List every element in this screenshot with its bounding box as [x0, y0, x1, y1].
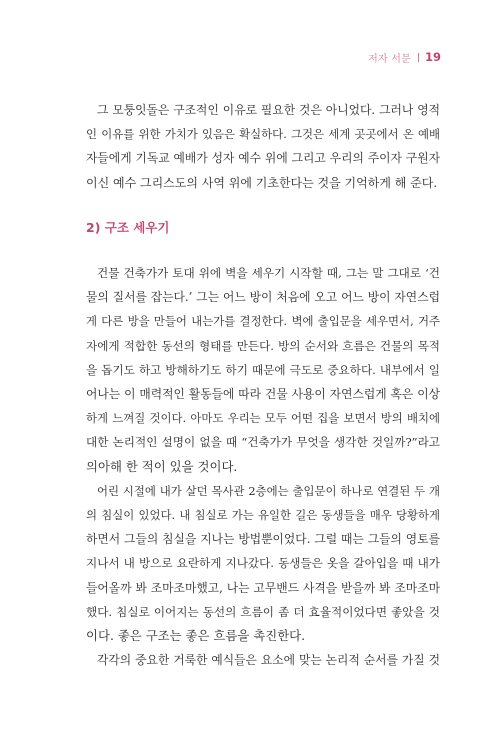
- body-text-line: 물의 질서를 잡는다.’ 그는 어느 방이 처음에 오고 어느 방이 자연스럽: [86, 290, 440, 305]
- body-text-line: 을 돕기도 하고 방해하기도 하기 때문에 극도로 중요하다. 내부에서 일: [86, 362, 440, 377]
- body-text-line: 이신 예수 그리스도의 사역 위에 기초한다는 것을 기억하게 해 준다.: [86, 175, 438, 190]
- header-divider: [418, 53, 419, 62]
- body-text-line: 의아해 한 적이 있을 것이다.: [86, 458, 238, 474]
- body-text-line: 지나서 내 방으로 요란하게 지나갔다. 동생들은 옷을 갈아입을 때 내가: [86, 556, 440, 571]
- body-text-line: 이다. 좋은 구조는 좋은 흐름을 촉진한다.: [86, 628, 306, 644]
- paragraph: [86, 98, 440, 195]
- section-heading-block: [86, 216, 440, 240]
- body-text-line: 대한 논리적인 설명이 없을 때 “건축가가 무엇을 생각한 것일까?”라고: [86, 435, 440, 450]
- body-text-line: 어린 시절에 내가 살던 목사관 2층에는 출입문이 하나로 연결된 두 개: [97, 483, 440, 498]
- running-header: [368, 49, 441, 65]
- body-text-line: 게 다른 방을 만들어 내는가를 결정한다. 벽에 출입문을 세우면서, 거주: [86, 314, 440, 329]
- page-number: 19: [424, 50, 441, 64]
- body-text-line: 각각의 중요한 거룩한 예식들은 요소에 맞는 논리적 순서를 가질 것: [97, 653, 440, 668]
- body-text-line: 어나는 이 매력적인 활동들에 따라 건물 사용이 자연스럽게 혹은 이상: [86, 387, 440, 402]
- section-heading: 2) 구조 세우기: [86, 220, 170, 235]
- body-text: [86, 261, 440, 672]
- body-text-line: 자들에게 기독교 예배가 성자 예수 위에 그리고 우리의 주이자 구원자: [86, 151, 440, 166]
- section-title: 저자 서문: [368, 53, 411, 65]
- body-text-line: 의 침실이 있었다. 내 침실로 가는 유일한 길은 동생들을 매우 당황하게: [86, 508, 440, 523]
- body-text-line: 인 이유를 위한 가치가 있음은 확실하다. 그것은 세계 곳곳에서 온 예배: [86, 127, 440, 142]
- body-text-line: 자에게 적합한 동선의 형태를 만든다. 방의 순서와 흐름은 건물의 목적: [86, 338, 440, 353]
- paragraph: [86, 479, 440, 648]
- paragraph: [86, 261, 440, 479]
- paragraph: [86, 648, 440, 672]
- body-text-line: 들어올까 봐 조마조마했고, 나는 고무밴드 사격을 받을까 봐 조마조마: [86, 580, 440, 595]
- body-text-line: 건물 건축가가 토대 위에 벽을 세우기 시작할 때, 그는 말 그대로 ‘건: [97, 266, 440, 280]
- body-text-line: 그 모퉁잇돌은 구조적인 이유로 필요한 것은 아니었다. 그러나 영적: [97, 103, 440, 117]
- body-text-line: 하게 느껴질 것이다. 아마도 우리는 모두 어떤 집을 보면서 방의 배치에: [86, 411, 440, 426]
- body-text-line: 했다. 침실로 이어지는 동선의 흐름이 좀 더 효율적이었다면 좋았을 것: [86, 604, 440, 619]
- body-text-line: 하면서 그들의 침실을 지나는 방법뿐이었다. 그럴 때는 그들의 영토를: [86, 532, 440, 547]
